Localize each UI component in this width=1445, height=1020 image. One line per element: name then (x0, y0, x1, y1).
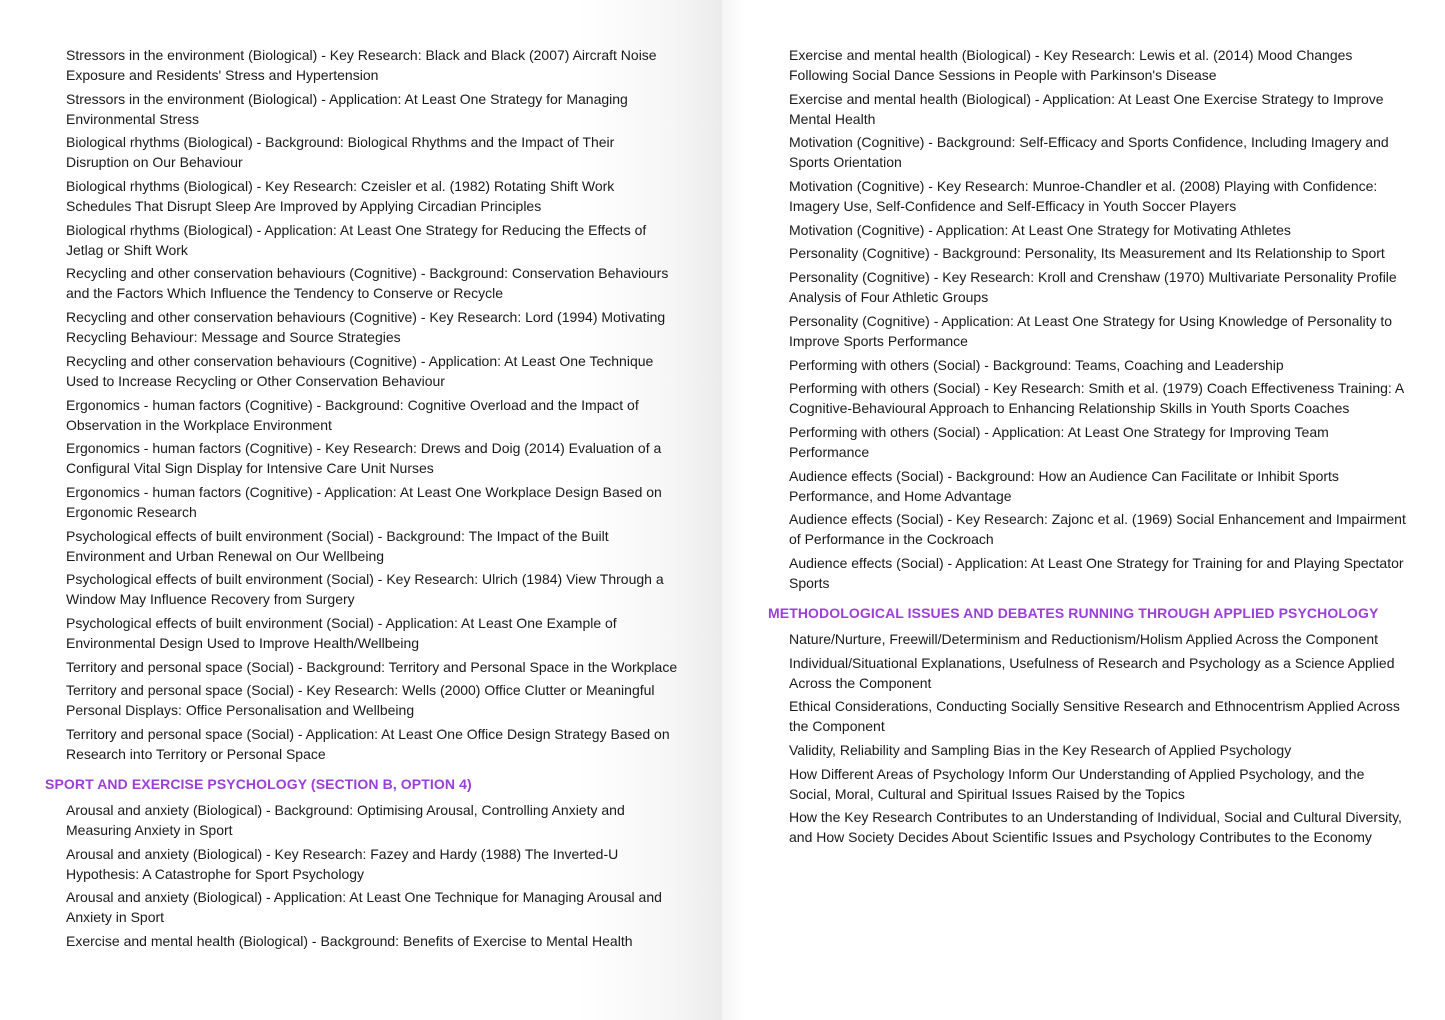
list-item: Ergonomics - human factors (Cognitive) - Application: At Least One Workplace Design Based on Ergonomic Research (66, 483, 662, 520)
list-item: Recycling and other conservation behaviours (Cognitive) - Background: Conservation Behaviours and the Factors Which Influence the Tendency to Conserve or Recycle (66, 265, 669, 302)
list-item: Territory and personal space (Social) - Application: At Least One Office Design Strategy Based on Research into Territory or Personal Space (66, 726, 670, 762)
list-item: Validity, Reliability and Sampling Bias in the Key Research of Applied Psychology (789, 742, 1292, 758)
list-item: Individual/Situational Explanations, Usefulness of Research and Psychology as a Science Applied Across the Component (789, 654, 1395, 691)
list-item: Exercise and mental health (Biological) - Background: Benefits of Exercise to Mental Health (66, 933, 633, 950)
list-item: Audience effects (Social) - Key Research: Zajonc et al. (1969) Social Enhancement and Impairment of Performance in the Cockroach (789, 511, 1406, 548)
list-item: Motivation (Cognitive) - Application: At Least One Strategy for Motivating Athletes (789, 221, 1291, 238)
list-item: Exercise and mental health (Biological) - Key Research: Lewis et al. (2014) Mood Changes Following Social Dance Sessions in People with Parkinson's Disease (789, 47, 1353, 83)
left-page (0, 0, 722, 1020)
list-item: Territory and personal space (Social) - Key Research: Wells (2000) Office Clutter or Meaningful Personal Displays: Office Personalisation and Wellbeing (66, 682, 655, 719)
list-item: Biological rhythms (Biological) - Application: At Least One Strategy for Reducing the Effects of Jetlag or Shift Work (66, 221, 647, 258)
list-item: Arousal and anxiety (Biological) - Background: Optimising Arousal, Controlling Anxiety and Measuring Anxiety in Sport (66, 802, 625, 838)
sport-section-heading: SPORT AND EXERCISE PSYCHOLOGY (SECTION B, OPTION 4) (45, 776, 472, 792)
methods-section-heading: METHODOLOGICAL ISSUES AND DEBATES RUNNING THROUGH APPLIED PSYCHOLOGY (768, 604, 1379, 621)
list-item: Recycling and other conservation behaviours (Cognitive) - Key Research: Lord (1994) Motivating Recycling Behaviour: Message and Source Strategies (66, 309, 666, 346)
environmental-topic-list (45, 45, 680, 764)
list-item: Recycling and other conservation behaviours (Cognitive) - Application: At Least One Technique Used to Increase Recycling or Other Conservation Behaviour (66, 352, 654, 389)
list-item: Motivation (Cognitive) - Key Research: Munroe-Chandler et al. (2008) Playing with Confidence: Imagery Use, Self-Confidence and Self-Efficacy in Youth Soccer Players (789, 178, 1378, 215)
list-item: Audience effects (Social) - Background: How an Audience Can Facilitate or Inhibit Sports Performance, and Home Advantage (789, 467, 1339, 504)
list-item: Psychological effects of built environment (Social) - Key Research: Ulrich (1984) View Through a Window May Influence Recovery from Surgery (66, 571, 664, 608)
list-item: Biological rhythms (Biological) - Key Research: Czeisler et al. (1982) Rotating Shift Work Schedules That Disrupt Sleep Are Improved by Applying Circadian Principles (66, 178, 615, 215)
list-item: Arousal and anxiety (Biological) - Key Research: Fazey and Hardy (1988) The Inverted-U Hypothesis: A Catastrophe for Sport Psychology (66, 845, 619, 882)
list-item: Personality (Cognitive) - Application: At Least One Strategy for Using Knowledge of Personality to Improve Sports Performance (789, 312, 1393, 349)
list-item: Territory and personal space (Social) - Background: Territory and Personal Space in the Workplace (66, 658, 678, 675)
right-page (722, 0, 1444, 1020)
list-item: Psychological effects of built environment (Social) - Background: The Impact of the Built Environment and Urban Renewal on Our Wellbeing (66, 527, 609, 564)
list-item: Ethical Considerations, Conducting Socially Sensitive Research and Ethnocentrism Applied Across the Component (789, 698, 1400, 735)
list-item: Psychological effects of built environment (Social) - Application: At Least One Example of Environmental Design Used to Improve Health/Wellbeing (66, 614, 617, 651)
list-item: Audience effects (Social) - Application: At Least One Strategy for Training for and Playing Spectator Sports (789, 554, 1404, 591)
list-item: Ergonomics - human factors (Cognitive) - Key Research: Drews and Doig (2014) Evaluation of a Configural Vital Sign Display for Intensive Care Unit Nurses (66, 440, 662, 477)
right-page-content (768, 45, 1408, 851)
list-item: Nature/Nurture, Freewill/Determinism and Reductionism/Holism Applied Across the Component (789, 630, 1379, 647)
list-item: Exercise and mental health (Biological) - Application: At Least One Exercise Strategy to Improve Mental Health (789, 90, 1384, 127)
sport-topic-list (45, 800, 680, 951)
list-item: Ergonomics - human factors (Cognitive) - Background: Cognitive Overload and the Impact of Observation in the Workplace Environment (66, 396, 639, 433)
list-item: Biological rhythms (Biological) - Background: Biological Rhythms and the Impact of Their Disruption on Our Behaviour (66, 134, 615, 171)
list-item: Motivation (Cognitive) - Background: Self-Efficacy and Sports Confidence, Including Imagery and Sports Orientation (789, 134, 1389, 171)
list-item: How the Key Research Contributes to an Understanding of Individual, Social and Cultural Diversity, and How Society Decides About Scientific Issues and Psychology Contributes to the Economy (789, 809, 1402, 846)
list-item: Personality (Cognitive) - Background: Personality, Its Measurement and Its Relationship to Sport (789, 245, 1385, 262)
left-page-content (45, 45, 680, 955)
list-item: Performing with others (Social) - Key Research: Smith et al. (1979) Coach Effectiveness Training: A Cognitive-Behavioural Approach to Enhancing Relationship Skills in Youth Sports Coaches (789, 380, 1404, 417)
list-item: Personality (Cognitive) - Key Research: Kroll and Crenshaw (1970) Multivariate Personality Profile Analysis of Four Athletic Groups (789, 269, 1397, 306)
methods-topic-list (768, 629, 1408, 847)
list-item: Stressors in the environment (Biological) - Application: At Least One Strategy for Managing Environmental Stress (66, 90, 628, 127)
list-item: How Different Areas of Psychology Inform Our Understanding of Applied Psychology, and the Social, Moral, Cultural and Spiritual Issues Raised by the Topics (789, 765, 1365, 802)
list-item: Performing with others (Social) - Background: Teams, Coaching and Leadership (789, 356, 1284, 373)
list-item: Performing with others (Social) - Application: At Least One Strategy for Improving Team Performance (789, 423, 1329, 460)
list-item: Arousal and anxiety (Biological) - Application: At Least One Technique for Managing Arousal and Anxiety in Sport (66, 889, 662, 926)
list-item: Stressors in the environment (Biological) - Key Research: Black and Black (2007) Aircraft Noise Exposure and Residents' Stress and Hypertension (66, 47, 657, 83)
sport-topic-list-continued (768, 45, 1408, 593)
